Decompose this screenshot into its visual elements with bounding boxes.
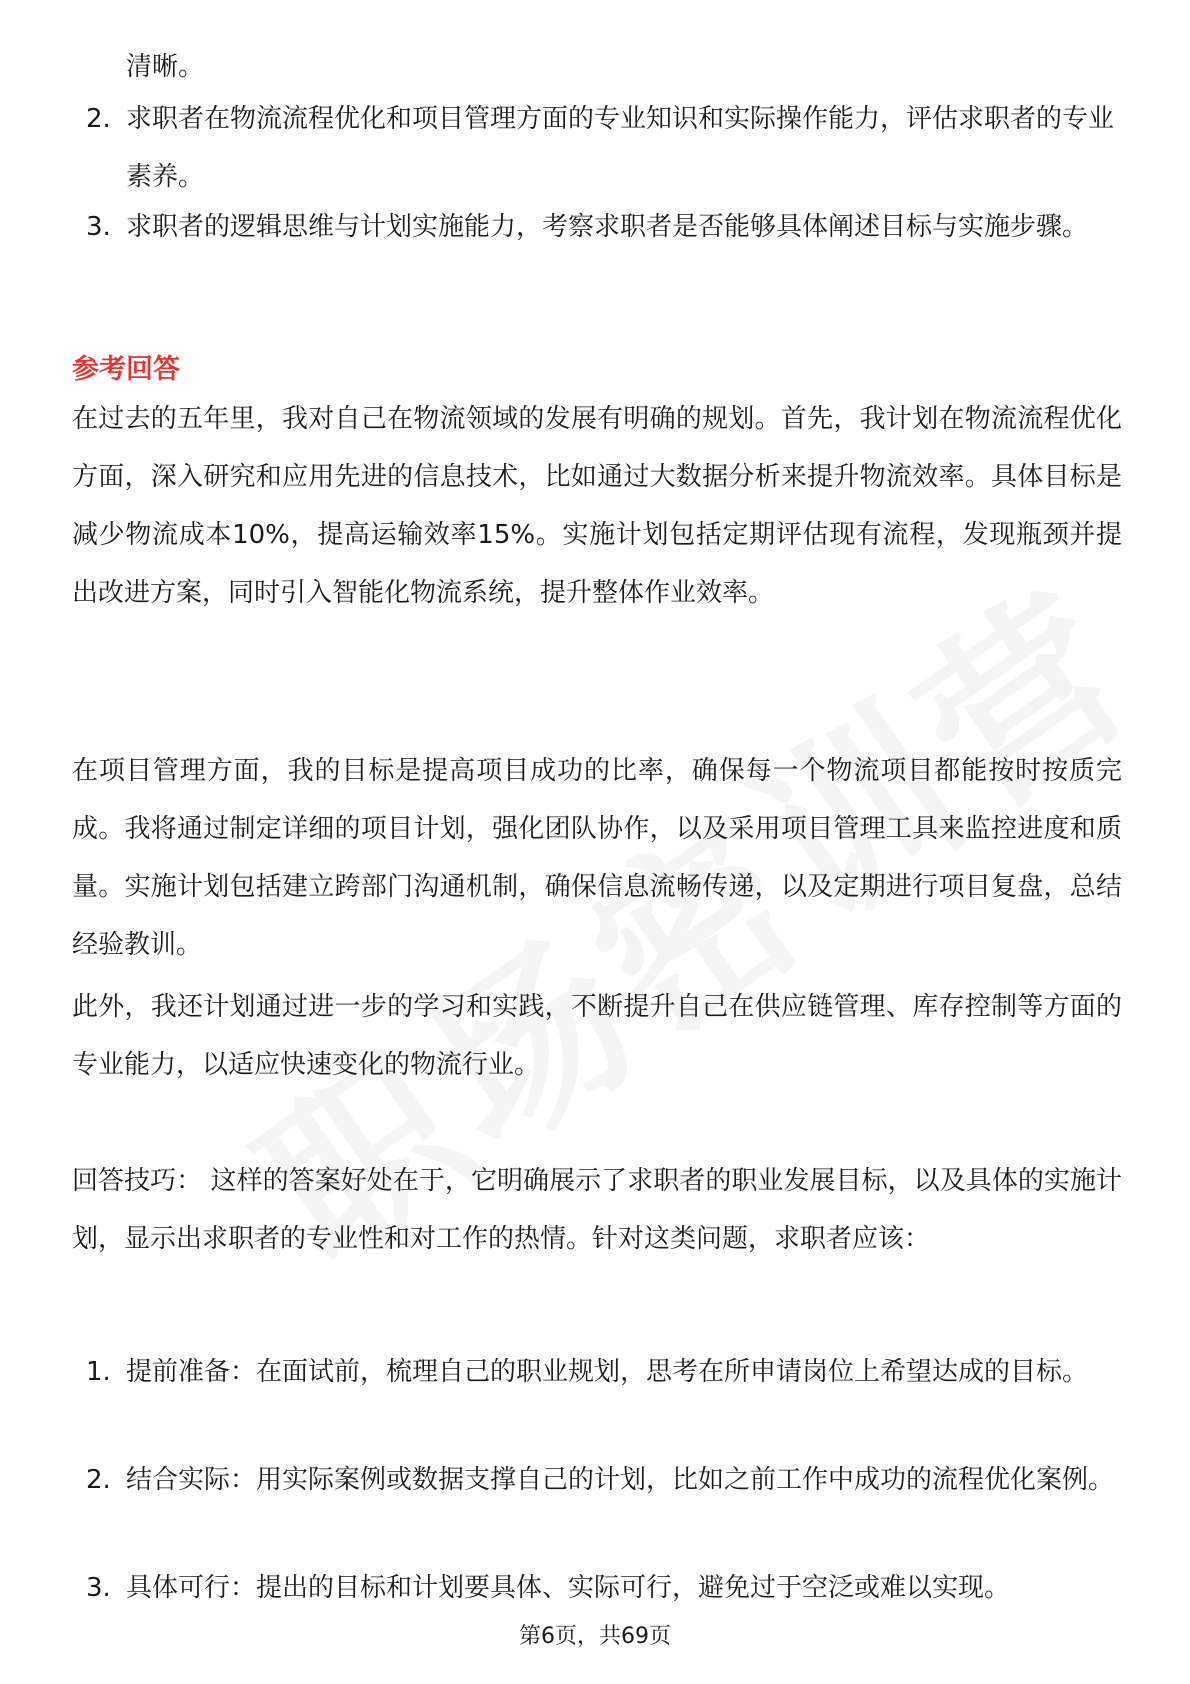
answer-paragraph: 此外，我还计划通过进一步的学习和实践，不断提升自己在供应链管理、库存控制等方面的专业能力，以适应快速变化的物流行业。 — [72, 992, 1122, 1080]
section-heading: 参考回答 — [72, 354, 180, 385]
list-number: 2. — [86, 1465, 111, 1495]
list-text: 求职者在物流流程优化和项目管理方面的专业知识和实际操作能力，评估求职者的专业素养。 — [126, 104, 1115, 192]
answer-paragraph: 在项目管理方面，我的目标是提高项目成功的比率，确保每一个物流项目都能按时按质完成。我将通过制定详细的项目计划，强化团队协作，以及采用项目管理工具来监控进度和质量。实施计划包括建立跨部门沟通机制，确保信息流畅传递，以及定期进行项目复盘，总结经验教训。 — [72, 756, 1122, 960]
tips-intro-paragraph: 回答技巧： 这样的答案好处在于，它明确展示了求职者的职业发展目标，以及具体的实施计划，显示出求职者的专业性和对工作的热情。针对这类问题，求职者应该： — [72, 1166, 1122, 1254]
list-number: 3. — [86, 1573, 111, 1603]
list-number: 3. — [86, 212, 111, 242]
list-text: 求职者的逻辑思维与计划实施能力，考察求职者是否能够具体阐述目标与实施步骤。 — [126, 212, 1089, 242]
list-number: 2. — [86, 104, 111, 134]
list-text: 结合实际：用实际案例或数据支撑自己的计划，比如之前工作中成功的流程优化案例。 — [126, 1465, 1115, 1495]
answer-paragraph: 在过去的五年里，我对自己在物流领域的发展有明确的规划。首先，我计划在物流流程优化方面，深入研究和应用先进的信息技术，比如通过大数据分析来提升物流效率。具体目标是减少物流成本10%，提高运输效率15%。实施计划包括定期评估现有流程，发现瓶颈并提出改进方案，同时引入智能化物流系统，提升整体作业效率。 — [72, 404, 1122, 608]
list-text: 提前准备：在面试前，梳理自己的职业规划，思考在所申请岗位上希望达成的目标。 — [126, 1357, 1089, 1387]
page-number-footer: 第6页，共69页 — [519, 1624, 671, 1649]
list-text: 清晰。 — [126, 52, 205, 82]
list-number: 1. — [86, 1357, 111, 1387]
list-text: 具体可行：提出的目标和计划要具体、实际可行，避免过于空泛或难以实现。 — [126, 1573, 1011, 1603]
